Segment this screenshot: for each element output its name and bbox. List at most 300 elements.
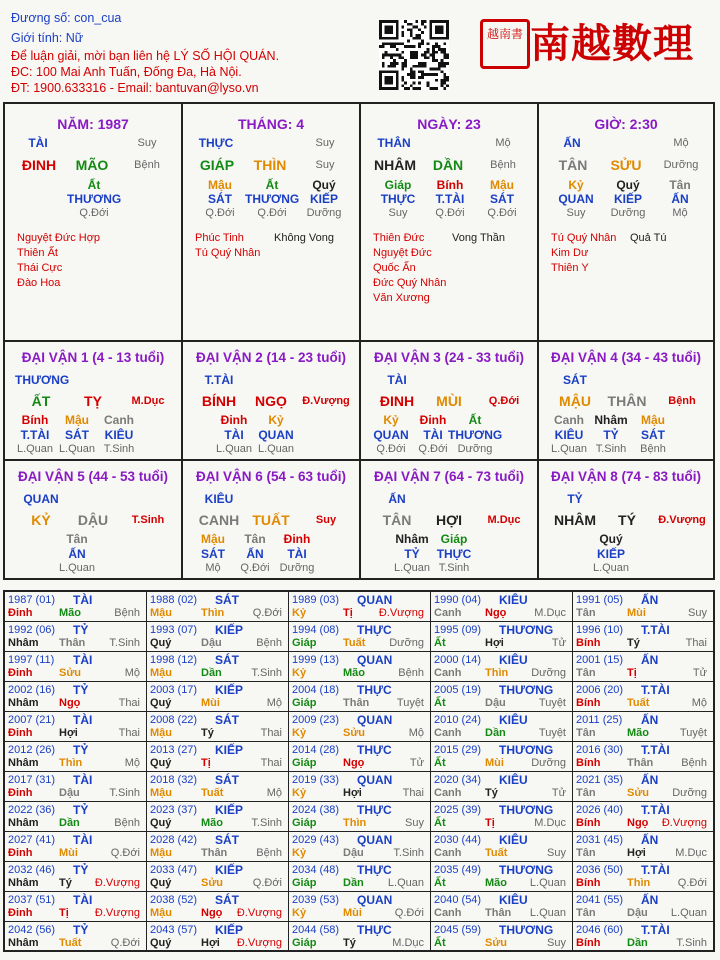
year-ten-god: THỰC	[357, 803, 392, 817]
earthly-branch: DẦN	[432, 157, 464, 173]
hidden-ten-god: SÁT	[201, 547, 225, 561]
year-label: 1991 (05)	[576, 594, 624, 606]
year-ten-god: KIÊU	[499, 893, 528, 907]
year-label: 2030 (44)	[434, 834, 482, 846]
hidden-ten-god: QUAN	[558, 192, 594, 206]
year-label: 2026 (40)	[576, 804, 624, 816]
year-cell[interactable]	[431, 742, 573, 772]
year-cell[interactable]	[147, 652, 289, 682]
year-cell[interactable]	[147, 862, 289, 892]
pillar-title: THÁNG: 4	[237, 116, 305, 132]
phone-email[interactable]: ĐT: 1900.633316 - Email: bantuvan@lyso.vn	[11, 81, 259, 95]
hidden-stage: Dưỡng	[610, 207, 646, 219]
heavenly-stem: ĐINH	[21, 157, 57, 173]
year-stem: Ất	[434, 937, 446, 949]
year-cell[interactable]	[147, 802, 289, 832]
hidden-ten-god: THƯƠNG	[67, 192, 122, 206]
year-stem: Bính	[576, 757, 601, 769]
year-branch: Dậu	[485, 697, 506, 709]
year-label: 2017 (31)	[8, 774, 56, 786]
year-cell[interactable]	[5, 622, 147, 652]
hidden-stem: Bính	[436, 178, 464, 192]
hidden-stage: Q.Đới	[240, 562, 270, 574]
year-label: 1989 (03)	[292, 594, 340, 606]
year-cell[interactable]	[147, 742, 289, 772]
hidden-stem: Mậu	[208, 178, 232, 192]
hidden-stem: Giáp	[440, 532, 468, 546]
year-label: 1995 (09)	[434, 624, 482, 636]
year-stem: Nhâm	[8, 697, 39, 709]
year-ten-god: TÀI	[73, 593, 93, 607]
year-cell[interactable]	[147, 622, 289, 652]
year-label: 2020 (34)	[434, 774, 482, 786]
year-branch: Mão	[201, 817, 223, 829]
year-ten-god: KIÊU	[499, 833, 528, 847]
ten-god: KIÊU	[204, 492, 234, 506]
hidden-stage: Suy	[566, 207, 586, 219]
year-stage: L.Quan	[529, 907, 566, 919]
branch-stage: Đ.Vượng	[302, 395, 350, 407]
year-stem: Đinh	[8, 727, 33, 739]
hidden-stem: Quý	[616, 178, 640, 192]
luck-pillar-cell	[183, 461, 361, 578]
year-cell[interactable]	[289, 682, 431, 712]
pillar-title: GIỜ: 2:30	[594, 116, 658, 132]
year-stem: Bính	[576, 877, 601, 889]
hidden-stage: L.Quan	[592, 562, 630, 574]
year-cell[interactable]	[289, 622, 431, 652]
year-stage: Mộ	[691, 697, 707, 709]
year-cell[interactable]	[5, 652, 147, 682]
year-cell[interactable]	[573, 892, 713, 922]
year-label: 2043 (57)	[150, 924, 198, 936]
year-cell[interactable]	[431, 772, 573, 802]
brand-logo: 南越數理	[530, 20, 694, 67]
star-name: Tú Quý Nhân	[551, 232, 617, 244]
year-ten-god: TỶ	[73, 743, 89, 757]
year-branch: Tị	[343, 607, 353, 619]
hidden-ten-god: ẤN	[246, 547, 264, 561]
year-cell[interactable]	[5, 592, 147, 622]
year-label: 2002 (16)	[8, 684, 56, 696]
heavenly-stem: NHÂM	[374, 157, 416, 173]
year-ten-god: SÁT	[215, 833, 239, 847]
year-stage: Q.Đới	[394, 907, 424, 919]
year-ten-god: KIÊU	[499, 773, 528, 787]
year-cell[interactable]	[147, 772, 289, 802]
year-branch: Sửu	[627, 787, 650, 799]
year-cell[interactable]	[147, 892, 289, 922]
hidden-ten-god: KIÊU	[104, 428, 134, 442]
year-label: 2010 (24)	[434, 714, 482, 726]
hidden-ten-god: KIẾP	[613, 192, 642, 206]
year-stage: M.Dục	[675, 847, 707, 859]
year-stem: Mậu	[150, 907, 172, 919]
star-name: Kim Dư	[551, 247, 589, 259]
year-cell[interactable]	[289, 772, 431, 802]
year-stem: Kỷ	[292, 727, 307, 739]
year-stage: Bệnh	[256, 637, 282, 649]
year-stem: Tân	[576, 787, 596, 799]
earthly-branch: TUẤT	[252, 512, 290, 528]
year-cell[interactable]	[573, 622, 713, 652]
year-branch: Tuất	[201, 787, 224, 799]
year-ten-god: KIẾP	[215, 623, 244, 637]
hidden-ten-god: TỶ	[603, 428, 619, 442]
year-ten-god: THƯƠNG	[499, 923, 554, 937]
year-ten-god: THƯƠNG	[499, 743, 554, 757]
year-branch: Mùi	[201, 697, 220, 709]
year-label: 1987 (01)	[8, 594, 56, 606]
year-stage: T.Sinh	[109, 787, 140, 799]
year-branch: Dậu	[201, 637, 222, 649]
year-stage: Mộ	[124, 757, 140, 769]
year-ten-god: KIẾP	[215, 803, 244, 817]
year-ten-god: QUAN	[357, 593, 393, 607]
hidden-stem: Nhâm	[395, 532, 429, 546]
stem-stage: Suy	[137, 137, 157, 149]
year-label: 2034 (48)	[292, 864, 340, 876]
branch-stage: M.Dục	[487, 514, 521, 526]
year-stage: L.Quan	[529, 877, 566, 889]
year-label: 1999 (13)	[292, 654, 340, 666]
year-cell[interactable]	[431, 682, 573, 712]
year-cell[interactable]	[147, 712, 289, 742]
year-ten-god: THỰC	[357, 743, 392, 757]
pillar-title: NGÀY: 23	[417, 116, 481, 132]
year-cell[interactable]	[147, 592, 289, 622]
year-stage: Dưỡng	[389, 637, 424, 649]
luck-pillar-cell	[5, 342, 183, 461]
year-ten-god: THƯƠNG	[499, 683, 554, 697]
year-stage: Tuyệt	[396, 697, 424, 709]
luck-pillar-title: ĐẠI VẬN 8 (74 - 83 tuổi)	[550, 469, 702, 484]
star-name: Thiên Y	[551, 262, 589, 274]
year-stem: Đinh	[8, 667, 33, 679]
year-stem: Mậu	[150, 847, 172, 859]
year-stage: Tử	[692, 667, 707, 679]
year-ten-god: T.TÀI	[641, 923, 670, 937]
hidden-stage: L.Quan	[393, 562, 431, 574]
branch-stage: Đ.Vượng	[658, 514, 706, 526]
year-cell[interactable]	[573, 682, 713, 712]
hidden-ten-god: QUAN	[373, 428, 409, 442]
hidden-stage: Q.Đới	[257, 207, 287, 219]
year-branch: Ngọ	[59, 697, 81, 709]
year-label: 2011 (25)	[576, 714, 623, 726]
year-stage: Thai	[260, 757, 282, 769]
year-ten-god: KIẾP	[215, 863, 244, 877]
year-stage: L.Quan	[670, 907, 707, 919]
year-branch: Dậu	[59, 787, 80, 799]
ten-god: ẤN	[388, 492, 406, 506]
star-name: Thiên Đức	[373, 232, 425, 244]
year-ten-god: T.TÀI	[641, 803, 670, 817]
hidden-stage: T.Sinh	[438, 562, 470, 574]
year-ten-god: T.TÀI	[641, 683, 670, 697]
year-stage: M.Dục	[534, 817, 566, 829]
year-stem: Quý	[150, 817, 172, 829]
year-label: 2012 (26)	[8, 744, 56, 756]
year-stage: Đ.Vượng	[236, 937, 282, 949]
year-cell[interactable]	[573, 592, 713, 622]
luck-pillar-cell	[361, 342, 539, 461]
year-cell[interactable]	[573, 832, 713, 862]
year-stem: Kỷ	[292, 847, 307, 859]
year-ten-god: T.TÀI	[641, 863, 670, 877]
year-cell[interactable]	[573, 802, 713, 832]
year-stem: Đinh	[8, 607, 33, 619]
year-cell[interactable]	[573, 742, 713, 772]
year-branch: Ngọ	[627, 817, 649, 829]
year-ten-god: TÀI	[73, 893, 93, 907]
year-cell[interactable]	[289, 802, 431, 832]
hidden-ten-god: TỶ	[404, 547, 420, 561]
year-ten-god: TỶ	[73, 623, 89, 637]
year-branch: Dần	[485, 727, 506, 739]
heavenly-stem: TÂN	[558, 157, 588, 173]
year-branch: Thìn	[485, 667, 509, 679]
year-stem: Mậu	[150, 607, 172, 619]
year-label: 2009 (23)	[292, 714, 340, 726]
year-ten-god: ẤN	[641, 713, 659, 727]
year-cell[interactable]	[431, 922, 573, 950]
hidden-stage: L.Quan	[16, 443, 54, 455]
year-stem: Mậu	[150, 667, 172, 679]
year-ten-god: ẤN	[641, 653, 659, 667]
year-cell[interactable]	[431, 622, 573, 652]
year-cell[interactable]	[573, 712, 713, 742]
year-ten-god: TÀI	[73, 713, 93, 727]
earthly-branch: HỢI	[436, 512, 462, 528]
year-stem: Tân	[576, 727, 596, 739]
hidden-ten-god: SÁT	[65, 428, 89, 442]
year-cell[interactable]	[289, 892, 431, 922]
year-branch: Tý	[627, 637, 640, 649]
hidden-stem: Canh	[104, 413, 134, 427]
stem-stage: Suy	[315, 137, 335, 149]
year-branch: Sửu	[485, 937, 508, 949]
year-label: 2041 (55)	[576, 894, 624, 906]
year-label: 2046 (60)	[576, 924, 624, 936]
hidden-ten-god: SÁT	[490, 192, 514, 206]
star-name: Đức Quý Nhân	[373, 277, 447, 289]
hidden-stage: Bệnh	[640, 443, 666, 455]
year-stem: Ất	[434, 637, 446, 649]
hidden-ten-god: KIẾP	[596, 547, 625, 561]
year-branch: Thân	[59, 637, 86, 649]
year-label: 2013 (27)	[150, 744, 198, 756]
luck-pillar-title: ĐẠI VẬN 4 (34 - 43 tuổi)	[550, 350, 702, 365]
year-stem: Giáp	[292, 817, 317, 829]
year-label: 1992 (06)	[8, 624, 56, 636]
year-stage: Mộ	[408, 727, 424, 739]
year-ten-god: ẤN	[641, 593, 659, 607]
year-cell[interactable]	[5, 832, 147, 862]
year-stage: Đ.Vượng	[661, 817, 707, 829]
luck-pillar-cell	[361, 461, 539, 578]
year-branch: Tuất	[485, 847, 508, 859]
year-stem: Kỷ	[292, 907, 307, 919]
year-ten-god: T.TÀI	[641, 743, 670, 757]
year-stage: Bệnh	[256, 847, 282, 859]
year-cell[interactable]	[431, 862, 573, 892]
year-cell[interactable]	[147, 832, 289, 862]
year-stem: Quý	[150, 877, 172, 889]
heavenly-stem: ĐINH	[379, 393, 415, 409]
year-stage: Đ.Vượng	[94, 877, 140, 889]
hidden-stem: Đinh	[220, 413, 248, 427]
year-stage: Dưỡng	[672, 787, 707, 799]
hidden-stem: Kỷ	[268, 413, 284, 427]
year-branch: Mão	[59, 607, 81, 619]
year-cell[interactable]	[5, 862, 147, 892]
year-cell[interactable]	[147, 922, 289, 950]
hidden-stem: Ất	[265, 178, 279, 192]
year-ten-god: THƯƠNG	[499, 623, 554, 637]
year-cell[interactable]	[5, 922, 147, 950]
year-branch: Ngọ	[485, 607, 507, 619]
qr-code-icon[interactable]	[379, 20, 449, 90]
year-stage: T.Sinh	[251, 667, 282, 679]
year-label: 1997 (11)	[8, 654, 55, 666]
year-stem: Giáp	[292, 637, 317, 649]
year-stage: Đ.Vượng	[94, 907, 140, 919]
hidden-stem: Ất	[468, 413, 482, 427]
year-stem: Bính	[576, 697, 601, 709]
heavenly-stem: TÂN	[382, 512, 412, 528]
heavenly-stem: BÍNH	[201, 393, 237, 409]
year-branch: Tý	[485, 787, 498, 799]
year-cell[interactable]	[289, 592, 431, 622]
year-label: 2038 (52)	[150, 894, 198, 906]
year-cell[interactable]	[5, 682, 147, 712]
year-cell[interactable]	[573, 772, 713, 802]
year-cell[interactable]	[289, 652, 431, 682]
luck-pillar-title: ĐẠI VẬN 5 (44 - 53 tuổi)	[17, 469, 169, 484]
year-stem: Canh	[434, 667, 462, 679]
year-cell[interactable]	[573, 862, 713, 892]
year-label: 2022 (36)	[8, 804, 56, 816]
year-label: 2000 (14)	[434, 654, 482, 666]
year-label: 1996 (10)	[576, 624, 624, 636]
hidden-ten-god: THƯƠNG	[448, 428, 503, 442]
year-cell[interactable]	[5, 802, 147, 832]
year-branch: Tị	[201, 757, 211, 769]
year-ten-god: SÁT	[215, 713, 239, 727]
year-cell[interactable]	[5, 712, 147, 742]
year-cell[interactable]	[573, 922, 713, 950]
year-branch: Ngọ	[201, 907, 223, 919]
year-cell[interactable]	[431, 592, 573, 622]
year-cell[interactable]	[431, 892, 573, 922]
hidden-stem: Tân	[66, 532, 88, 546]
hidden-stem: Nhâm	[594, 413, 628, 427]
year-cell[interactable]	[431, 712, 573, 742]
year-cell[interactable]	[289, 832, 431, 862]
hidden-ten-god: T.TÀI	[20, 428, 50, 442]
year-branch: Sửu	[59, 667, 82, 679]
year-stage: Q.Đới	[252, 607, 282, 619]
luck-pillar-title: ĐẠI VẬN 7 (64 - 73 tuổi)	[373, 469, 525, 484]
year-branch: Mão	[485, 877, 507, 889]
year-stage: Q.Đới	[110, 937, 140, 949]
heavenly-stem: CANH	[198, 512, 240, 528]
year-ten-god: KIẾP	[215, 743, 244, 757]
year-label: 2006 (20)	[576, 684, 624, 696]
hidden-stem: Giáp	[384, 178, 412, 192]
year-cell[interactable]	[147, 682, 289, 712]
year-cell[interactable]	[5, 892, 147, 922]
year-ten-god: TỶ	[73, 863, 89, 877]
branch-stage: Suy	[315, 514, 337, 526]
year-label: 2031 (45)	[576, 834, 624, 846]
stem-stage: Mộ	[495, 137, 511, 149]
year-stage: Thai	[685, 637, 707, 649]
year-label: 2033 (47)	[150, 864, 198, 876]
year-ten-god: THỰC	[357, 863, 392, 877]
bazi-chart	[3, 102, 715, 580]
year-ten-god: T.TÀI	[641, 623, 670, 637]
year-cell[interactable]	[289, 862, 431, 892]
heavenly-stem: MẬU	[559, 393, 591, 409]
hidden-stage: Q.Đới	[205, 207, 235, 219]
hidden-stage: L.Quan	[58, 443, 96, 455]
year-stem: Giáp	[292, 877, 317, 889]
year-ten-god: TỶ	[73, 923, 89, 937]
hidden-stage: Mộ	[205, 562, 221, 574]
hidden-ten-god: SÁT	[208, 192, 232, 206]
year-stage: Đ.Vượng	[378, 607, 424, 619]
hidden-ten-god: TÀI	[224, 428, 244, 442]
year-cell[interactable]	[5, 772, 147, 802]
year-cell[interactable]	[431, 832, 573, 862]
year-stem: Tân	[576, 847, 596, 859]
ten-god: TỶ	[567, 492, 583, 506]
hidden-ten-god: T.TÀI	[435, 192, 465, 206]
year-branch: Tuất	[627, 697, 650, 709]
hidden-stage: Dưỡng	[306, 207, 342, 219]
year-cell[interactable]	[289, 742, 431, 772]
hidden-stage: Q.Đới	[487, 207, 517, 219]
year-stem: Tân	[576, 667, 596, 679]
year-stage: Tuyệt	[538, 697, 566, 709]
year-cell[interactable]	[573, 652, 713, 682]
star-name: Thái Cực	[17, 262, 63, 274]
year-cell[interactable]	[289, 712, 431, 742]
star-name: Thiên Ất	[17, 247, 58, 259]
year-cell[interactable]	[431, 802, 573, 832]
year-branch: Dần	[627, 937, 648, 949]
year-stem: Canh	[434, 847, 462, 859]
year-stem: Tân	[576, 607, 596, 619]
hidden-stem: Canh	[554, 413, 584, 427]
year-stem: Canh	[434, 787, 462, 799]
earthly-branch: MÃO	[75, 157, 109, 173]
year-label: 2019 (33)	[292, 774, 340, 786]
year-stem: Bính	[576, 637, 601, 649]
year-ten-god: QUAN	[357, 773, 393, 787]
year-cell[interactable]	[289, 922, 431, 950]
hidden-stem: Mậu	[490, 178, 514, 192]
year-branch: Mùi	[343, 907, 362, 919]
ten-god: THƯƠNG	[15, 373, 70, 387]
year-label: 2003 (17)	[150, 684, 198, 696]
year-cell[interactable]	[5, 742, 147, 772]
year-cell[interactable]	[431, 652, 573, 682]
year-label: 2028 (42)	[150, 834, 198, 846]
year-branch: Dậu	[343, 847, 364, 859]
